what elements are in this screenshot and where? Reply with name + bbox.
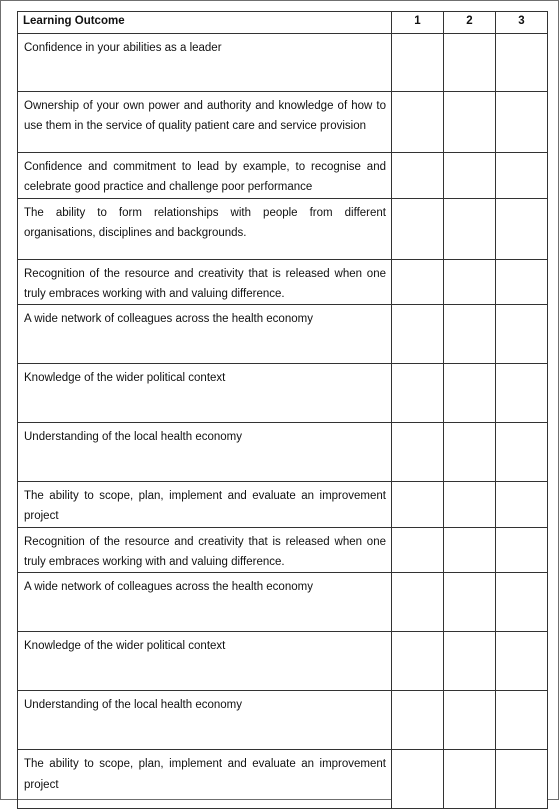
- outcome-cell: [18, 305, 392, 364]
- score-2-cell[interactable]: [444, 34, 496, 92]
- outcome-text: The ability to scope, plan, implement and evaluate an improvement project: [24, 758, 386, 791]
- score-1-cell[interactable]: [392, 750, 444, 809]
- score-2-cell[interactable]: [444, 573, 496, 632]
- outcome-text: Knowledge of the wider political context: [24, 372, 226, 385]
- score-3-cell[interactable]: [496, 198, 548, 259]
- score-1-cell[interactable]: [392, 34, 444, 92]
- score-3-cell[interactable]: [496, 691, 548, 750]
- table-row: [18, 198, 548, 259]
- outcome-cell: [18, 573, 392, 632]
- table-row: [18, 34, 548, 92]
- outcome-text: The ability to scope, plan, implement and evaluate an improvement project: [24, 490, 386, 523]
- table-row: [18, 92, 548, 153]
- table-row: [18, 527, 548, 573]
- score-3-cell[interactable]: [496, 482, 548, 528]
- score-1-cell[interactable]: [392, 632, 444, 691]
- score-1-cell[interactable]: [392, 423, 444, 482]
- score-3-cell[interactable]: [496, 632, 548, 691]
- table-header-row: [18, 12, 548, 34]
- table-row: [18, 482, 548, 528]
- score-3-cell[interactable]: [496, 153, 548, 199]
- table-row: [18, 423, 548, 482]
- outcome-cell: [18, 153, 392, 199]
- outcome-cell: [18, 34, 392, 92]
- outcome-cell: [18, 198, 392, 259]
- score-2-cell[interactable]: [444, 750, 496, 809]
- outcome-cell: [18, 92, 392, 153]
- score-1-cell[interactable]: [392, 153, 444, 199]
- score-3-cell[interactable]: [496, 750, 548, 809]
- score-2-cell[interactable]: [444, 259, 496, 305]
- score-3-cell[interactable]: [496, 364, 548, 423]
- table-row: [18, 153, 548, 199]
- score-3-cell[interactable]: [496, 259, 548, 305]
- outcome-cell: [18, 423, 392, 482]
- score-2-cell[interactable]: [444, 153, 496, 199]
- score-2-cell[interactable]: [444, 482, 496, 528]
- score-2-cell[interactable]: [444, 305, 496, 364]
- score-1-cell[interactable]: [392, 305, 444, 364]
- learning-outcomes-table: [17, 11, 548, 809]
- score-2-cell[interactable]: [444, 691, 496, 750]
- table-row: [18, 573, 548, 632]
- score-1-cell[interactable]: [392, 92, 444, 153]
- table-row: [18, 305, 548, 364]
- outcome-text: Recognition of the resource and creativity that is released when one truly embraces working with and valuing difference.: [24, 535, 386, 569]
- outcome-text: Confidence and commitment to lead by example, to recognise and celebrate good practice and challenge poor performance: [24, 161, 386, 194]
- score-3-cell[interactable]: [496, 92, 548, 153]
- table-row: [18, 691, 548, 750]
- score-2-cell[interactable]: [444, 364, 496, 423]
- outcome-text: Confidence in your abilities as a leader: [24, 42, 222, 54]
- outcome-cell: [18, 482, 392, 528]
- header-learning-outcome: Learning Outcome: [18, 12, 392, 34]
- score-3-cell[interactable]: [496, 527, 548, 573]
- score-3-cell[interactable]: [496, 573, 548, 632]
- outcome-text: Understanding of the local health economy: [24, 699, 243, 712]
- outcome-text: A wide network of colleagues across the health economy: [24, 581, 313, 594]
- outcome-text: The ability to form relationships with people from different organisations, disciplines and backgrounds.: [24, 206, 386, 239]
- score-2-cell[interactable]: [444, 92, 496, 153]
- outcome-cell: [18, 364, 392, 423]
- outcome-cell: [18, 259, 392, 305]
- score-1-cell[interactable]: [392, 691, 444, 750]
- table-row: [18, 750, 548, 809]
- header-score-1: 1: [392, 12, 444, 34]
- outcome-text: A wide network of colleagues across the health economy: [24, 313, 313, 326]
- score-3-cell[interactable]: [496, 305, 548, 364]
- score-2-cell[interactable]: [444, 632, 496, 691]
- score-1-cell[interactable]: [392, 482, 444, 528]
- score-2-cell[interactable]: [444, 198, 496, 259]
- outcome-text: Understanding of the local health economy: [24, 431, 243, 444]
- outcome-cell: [18, 691, 392, 750]
- score-1-cell[interactable]: [392, 527, 444, 573]
- table-row: [18, 259, 548, 305]
- table-row: [18, 632, 548, 691]
- outcome-text: Ownership of your own power and authority and knowledge of how to use them in the service of quality patient care and service provision: [24, 100, 386, 133]
- score-3-cell[interactable]: [496, 423, 548, 482]
- score-2-cell[interactable]: [444, 527, 496, 573]
- outcome-text: Knowledge of the wider political context: [24, 640, 226, 653]
- outcome-cell: [18, 527, 392, 573]
- outcome-cell: [18, 632, 392, 691]
- score-1-cell[interactable]: [392, 259, 444, 305]
- score-2-cell[interactable]: [444, 423, 496, 482]
- outcome-text: Recognition of the resource and creativity that is released when one truly embraces working with and valuing difference.: [24, 267, 386, 300]
- header-score-3: 3: [496, 12, 548, 34]
- score-1-cell[interactable]: [392, 364, 444, 423]
- score-3-cell[interactable]: [496, 34, 548, 92]
- score-1-cell[interactable]: [392, 198, 444, 259]
- header-score-2: 2: [444, 12, 496, 34]
- outcome-cell: [18, 750, 392, 809]
- score-1-cell[interactable]: [392, 573, 444, 632]
- table-row: [18, 364, 548, 423]
